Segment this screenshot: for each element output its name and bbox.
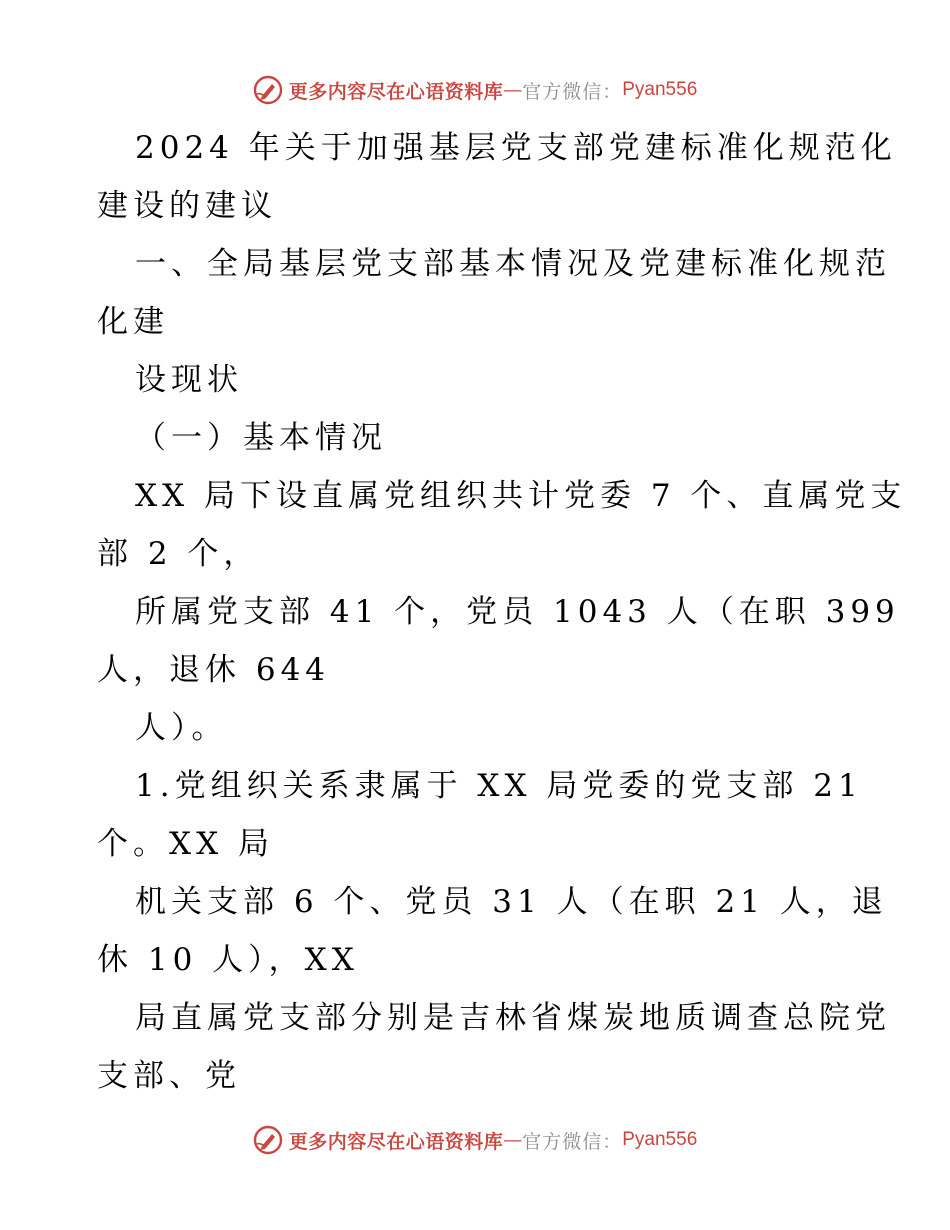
watermark-wechat-id: Pyan556 bbox=[622, 79, 698, 100]
paragraph-line: 支部、党 bbox=[97, 1058, 241, 1094]
paragraph-line: 所属党支部 41 个，党员 1043 人（在职 399 bbox=[135, 594, 900, 630]
paragraph-line: XX 局下设直属党组织共计党委 7 个、直属党支 bbox=[135, 478, 907, 514]
watermark-dash: — bbox=[503, 1129, 523, 1151]
subsection-heading: （一）基本情况 bbox=[135, 420, 387, 456]
section-heading-line-2: 化建 bbox=[97, 304, 169, 340]
document-title-line-2: 建设的建议 bbox=[97, 188, 277, 224]
paragraph-line: 个。XX 局 bbox=[97, 826, 274, 862]
watermark-site-text: 更多内容尽在心语资料库 bbox=[288, 1130, 504, 1153]
section-heading-line-3: 设现状 bbox=[135, 362, 243, 398]
paragraph-line: 部 2 个， bbox=[97, 536, 260, 572]
watermark-site-text: 更多内容尽在心语资料库 bbox=[288, 80, 504, 103]
watermark-sub-text: 官方微信： bbox=[522, 1130, 623, 1153]
document-title-line-1: 2024 年关于加强基层党支部党建标准化规范化 bbox=[135, 130, 897, 166]
pen-logo-icon bbox=[253, 75, 283, 105]
paragraph-line: 1.党组织关系隶属于 XX 局党委的党支部 21 bbox=[135, 768, 863, 804]
paragraph-line: 休 10 人），XX bbox=[97, 942, 359, 978]
paragraph-line: 人）。 bbox=[135, 710, 228, 746]
pen-logo-icon bbox=[253, 1125, 283, 1155]
watermark-dash: — bbox=[503, 79, 523, 101]
paragraph-line: 人，退休 644 bbox=[97, 652, 331, 688]
footer-watermark bbox=[0, 1120, 950, 1160]
section-heading-line-1: 一、全局基层党支部基本情况及党建标准化规范 bbox=[135, 246, 891, 282]
watermark-wechat-id: Pyan556 bbox=[622, 1129, 698, 1150]
header-watermark bbox=[0, 70, 950, 110]
paragraph-line: 局直属党支部分别是吉林省煤炭地质调查总院党 bbox=[135, 1000, 891, 1036]
paragraph-line: 机关支部 6 个、党员 31 人（在职 21 人，退 bbox=[135, 884, 888, 920]
watermark-sub-text: 官方微信： bbox=[522, 80, 623, 103]
